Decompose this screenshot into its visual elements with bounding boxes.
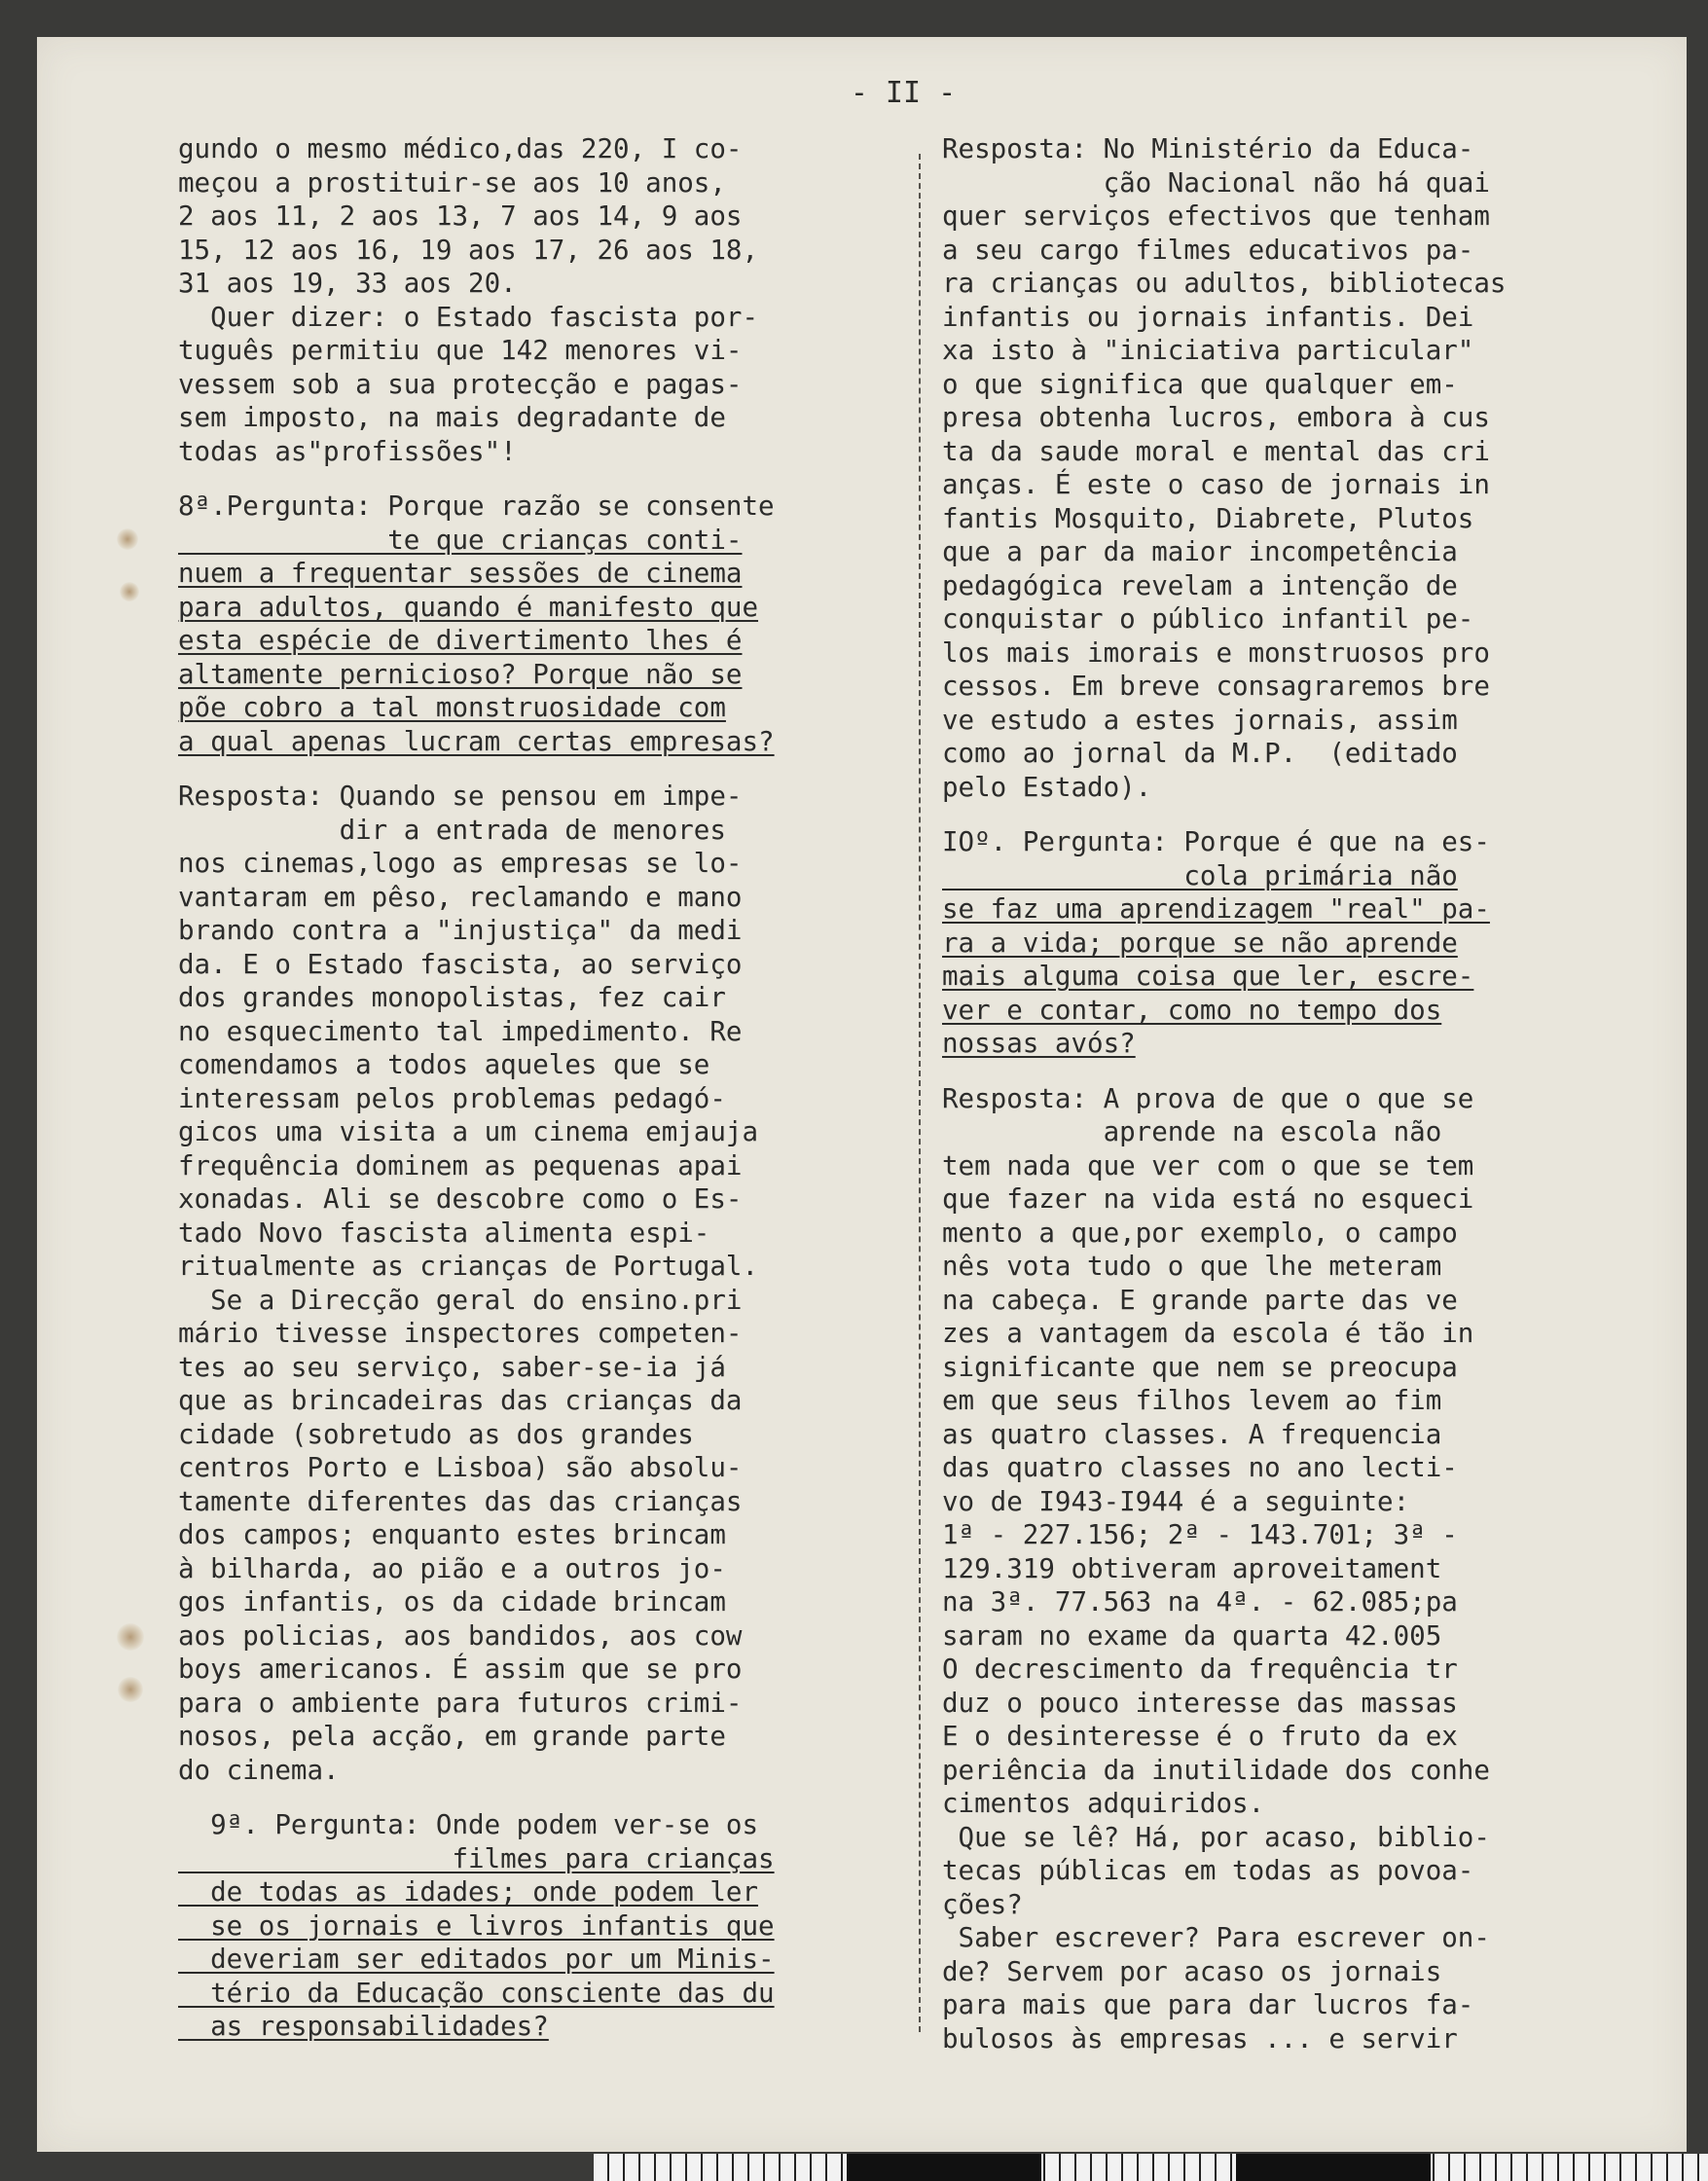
- text-line: Quer dizer: o Estado fascista por-: [178, 301, 759, 333]
- paragraph-gap: [178, 468, 937, 490]
- text-line: boys americanos. É assim que se pro: [178, 1654, 743, 1685]
- text-line: frequência dominem as pequenas apai: [178, 1149, 743, 1181]
- text-line: gicos uma visita a um cinema emjauja: [178, 1116, 759, 1147]
- text-line: Se a Direcção geral do ensino.pri: [178, 1284, 743, 1316]
- text-line: cidade (sobretudo as dos grandes: [178, 1418, 694, 1450]
- text-line: tamente diferentes das das crianças: [178, 1485, 743, 1517]
- page-number: - II -: [850, 76, 957, 110]
- text-line: mais alguma coisa que ler, escre-: [942, 961, 1474, 992]
- left-column: [178, 132, 937, 2044]
- text-line: periência da inutilidade dos conhe: [942, 1754, 1490, 1786]
- text-line: gos infantis, os da cidade brincam: [178, 1586, 726, 1618]
- text-line: todas as"profissões"!: [178, 435, 517, 467]
- text-line: cessos. Em breve consagraremos bre: [942, 671, 1490, 702]
- text-line: comendamos a todos aqueles que se: [178, 1049, 710, 1080]
- text-line: E o desinteresse é o fruto da ex: [942, 1721, 1458, 1752]
- text-line: que a par da maior incompetência: [942, 536, 1458, 567]
- text-line: nos cinemas,logo as empresas se lo-: [178, 848, 743, 879]
- text-line: presa obtenha lucros, embora à cus: [942, 402, 1490, 433]
- text-line: da. E o Estado fascista, ao serviço: [178, 948, 743, 980]
- text-line: meçou a prostituir-se aos 10 anos,: [178, 166, 726, 199]
- text-line: ra a vida; porque se não aprende: [942, 927, 1458, 959]
- right-column: [942, 132, 1662, 2055]
- text-line: infantis ou jornais infantis. Dei: [942, 301, 1474, 333]
- paragraph-gap: [942, 804, 1662, 825]
- text-line: cimentos adquiridos.: [942, 1788, 1265, 1819]
- text-line: IOº. Pergunta: Porque é que na es-: [942, 826, 1490, 857]
- rust-stain: [120, 582, 139, 601]
- text-line: ções?: [942, 1888, 1023, 1920]
- text-line: duz o pouco interesse das massas: [942, 1687, 1458, 1719]
- text-line: para adultos, quando é manifesto que: [178, 591, 759, 623]
- text-line: 1ª - 227.156; 2ª - 143.701; 3ª -: [942, 1519, 1458, 1550]
- text-line: ra crianças ou adultos, bibliotecas: [942, 268, 1507, 299]
- scale-block: [1236, 2154, 1431, 2181]
- text-line: nosos, pela acção, em grande parte: [178, 1721, 726, 1752]
- text-line: tério da Educação consciente das du: [178, 1977, 775, 2009]
- text-line: ta da saude moral e mental das cri: [942, 435, 1490, 467]
- text-line: sem imposto, na mais degradante de: [178, 402, 726, 433]
- text-line: Resposta: No Ministério da Educa-: [942, 133, 1474, 164]
- text-line: das quatro classes no ano lecti-: [942, 1452, 1458, 1483]
- text-line: a qual apenas lucram certas empresas?: [178, 725, 775, 757]
- text-line: se os jornais e livros infantis que: [178, 1909, 775, 1942]
- paragraph-gap: [942, 1061, 1662, 1082]
- text-line: interessam pelos problemas pedagó-: [178, 1082, 726, 1114]
- text-line: xa isto à "iniciativa particular": [942, 335, 1474, 366]
- text-line: ritualmente as crianças de Portugal.: [178, 1251, 759, 1282]
- text-line: anças. É este o caso de jornais in: [942, 469, 1490, 500]
- text-line: zes a vantagem da escola é tão in: [942, 1318, 1474, 1349]
- text-line: ver e contar, como no tempo dos: [942, 994, 1442, 1026]
- text-line: altamente pernicioso? Porque não se: [178, 658, 743, 690]
- text-line: 8ª.Pergunta: Porque razão se consente: [178, 491, 775, 522]
- text-line: centros Porto e Lisboa) são absolu-: [178, 1452, 743, 1483]
- color-scale-bar: [594, 2154, 1708, 2181]
- text-line: xonadas. Ali se descobre como o Es-: [178, 1183, 743, 1215]
- text-line: bulosos às empresas ... e servir: [942, 2022, 1458, 2054]
- text-line: Resposta: A prova de que o que se: [942, 1082, 1474, 1114]
- text-line: fantis Mosquito, Diabrete, Plutos: [942, 502, 1474, 534]
- paragraph-gap: [178, 1787, 937, 1808]
- text-line: filmes para crianças: [178, 1842, 775, 1874]
- text-line: vo de I943-I944 é a seguinte:: [942, 1485, 1410, 1517]
- text-line: los mais imorais e monstruosos pro: [942, 636, 1490, 669]
- text-line: de? Servem por acaso os jornais: [942, 1955, 1442, 1987]
- text-line: pedagógica revelam a intenção de: [942, 569, 1458, 601]
- text-line: 15, 12 aos 16, 19 aos 17, 26 aos 18,: [178, 234, 759, 266]
- text-line: na cabeça. E grande parte das ve: [942, 1284, 1458, 1316]
- text-line: deveriam ser editados por um Minis-: [178, 1944, 775, 1975]
- text-line: nossas avós?: [942, 1028, 1136, 1059]
- text-line: pelo Estado).: [942, 771, 1152, 803]
- text-line: 2 aos 11, 2 aos 13, 7 aos 14, 9 aos: [178, 200, 743, 232]
- text-line: se faz uma aprendizagem "real" pa-: [942, 893, 1490, 925]
- text-line: mento a que,por exemplo, o campo: [942, 1217, 1458, 1249]
- text-line: nês vota tudo o que lhe meteram: [942, 1251, 1442, 1282]
- text-line: as responsabilidades?: [178, 2011, 549, 2042]
- text-line: significante que nem se preocupa: [942, 1351, 1458, 1383]
- text-line: o que significa que qualquer em-: [942, 368, 1458, 400]
- scale-block: [847, 2154, 1041, 2181]
- text-line: a seu cargo filmes educativos pa-: [942, 234, 1474, 266]
- text-line: que as brincadeiras das crianças da: [178, 1385, 743, 1416]
- text-line: 9ª. Pergunta: Onde podem ver-se os: [178, 1809, 759, 1840]
- text-line: te que crianças conti-: [178, 524, 743, 556]
- text-line: vessem sob a sua protecção e pagas-: [178, 368, 743, 400]
- text-line: as quatro classes. A frequencia: [942, 1418, 1442, 1450]
- text-line: saram no exame da quarta 42.005: [942, 1619, 1442, 1652]
- text-line: à bilharda, ao pião e a outros jo-: [178, 1552, 726, 1584]
- text-line: vantaram em pêso, reclamando e mano: [178, 881, 743, 913]
- text-line: ve estudo a estes jornais, assim: [942, 704, 1458, 736]
- text-line: na 3ª. 77.563 na 4ª. - 62.085;pa: [942, 1586, 1458, 1618]
- text-line: 31 aos 19, 33 aos 20.: [178, 268, 517, 299]
- text-line: tado Novo fascista alimenta espi-: [178, 1217, 710, 1249]
- text-line: para o ambiente para futuros crimi-: [178, 1687, 743, 1719]
- text-line: brando contra a "injustiça" da medi: [178, 915, 743, 946]
- text-line: aos policias, aos bandidos, aos cow: [178, 1619, 743, 1652]
- text-line: nuem a frequentar sessões de cinema: [178, 558, 743, 589]
- paragraph-gap: [178, 758, 937, 780]
- text-line: tes ao seu serviço, saber-se-ia já: [178, 1351, 726, 1383]
- text-line: tecas públicas em todas as povoa-: [942, 1855, 1474, 1886]
- text-line: do cinema.: [178, 1754, 340, 1786]
- rust-stain: [117, 528, 138, 550]
- text-line: Que se lê? Há, por acaso, biblio-: [942, 1821, 1490, 1853]
- text-line: esta espécie de divertimento lhes é: [178, 625, 743, 656]
- text-line: tuguês permitiu que 142 menores vi-: [178, 335, 743, 366]
- text-line: conquistar o público infantil pe-: [942, 603, 1474, 635]
- text-line: gundo o mesmo médico,das 220, I co-: [178, 133, 743, 164]
- text-line: Resposta: Quando se pensou em impe-: [178, 781, 743, 812]
- text-line: no esquecimento tal impedimento. Re: [178, 1015, 743, 1047]
- text-line: mário tivesse inspectores competen-: [178, 1318, 743, 1349]
- typewritten-page: [37, 37, 1687, 2152]
- rust-stain: [117, 1623, 144, 1651]
- text-line: ção Nacional não há quai: [942, 166, 1490, 199]
- text-line: de todas as idades; onde podem ler: [178, 1876, 759, 1908]
- text-line: cola primária não: [942, 859, 1458, 891]
- text-line: para mais que para dar lucros fa-: [942, 1989, 1474, 2020]
- text-line: tem nada que ver com o que se tem: [942, 1149, 1474, 1181]
- text-line: põe cobro a tal monstruosidade com: [178, 692, 726, 723]
- text-line: como ao jornal da M.P. (editado: [942, 738, 1458, 769]
- text-line: quer serviços efectivos que tenham: [942, 200, 1490, 232]
- text-line: dos campos; enquanto estes brincam: [178, 1519, 726, 1550]
- text-line: aprende na escola não: [942, 1116, 1442, 1147]
- text-line: dos grandes monopolistas, fez cair: [178, 982, 726, 1013]
- text-line: em que seus filhos levem ao fim: [942, 1385, 1442, 1416]
- rust-stain: [118, 1677, 143, 1702]
- text-line: 129.319 obtiveram aproveitament: [942, 1552, 1442, 1584]
- text-line: dir a entrada de menores: [178, 814, 726, 846]
- text-line: Saber escrever? Para escrever on-: [942, 1922, 1490, 1953]
- text-line: que fazer na vida está no esqueci: [942, 1183, 1474, 1215]
- text-line: O decrescimento da frequência tr: [942, 1654, 1458, 1685]
